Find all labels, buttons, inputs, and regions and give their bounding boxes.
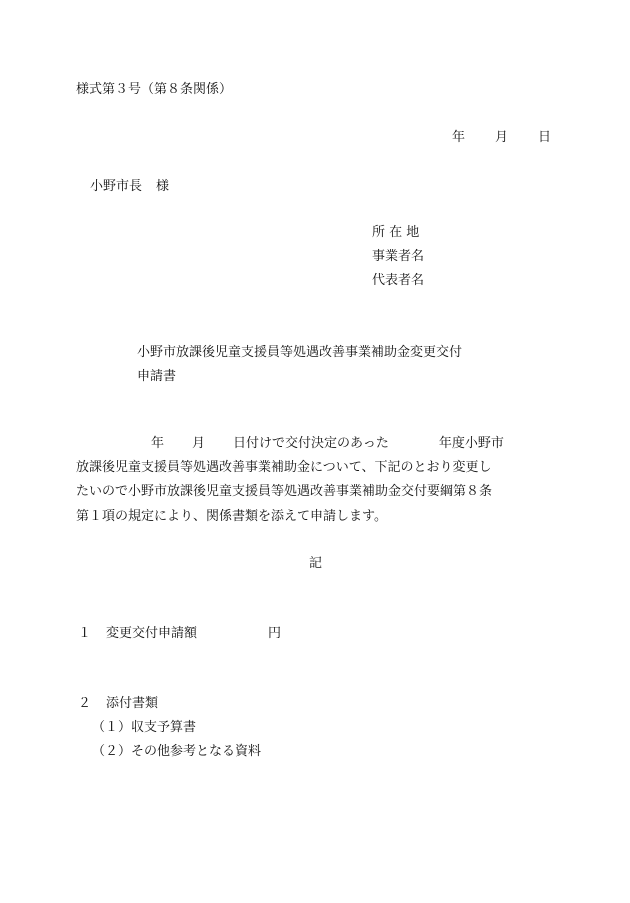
body-line-3: たいので小野市放課後児童支援員等処遇改善事業補助金交付要綱第８条 xyxy=(76,484,493,499)
item-2-label: 添付書類 xyxy=(106,696,159,711)
item-1-number: １ xyxy=(78,626,92,641)
item-1 xyxy=(78,627,281,640)
body-year: 年 xyxy=(151,436,165,451)
body-date-clause: 日付けで交付決定のあった xyxy=(233,436,389,451)
applicant-representative-label: 代表者名 xyxy=(372,273,425,288)
item-1-label: 変更交付申請額 xyxy=(106,626,198,641)
item-1-unit: 円 xyxy=(268,626,282,641)
body-line-1 xyxy=(76,437,554,450)
document-title-line2: 申請書 xyxy=(137,369,177,384)
date-line xyxy=(452,131,551,144)
applicant-business-name-label: 事業者名 xyxy=(372,249,425,264)
date-day: 日 xyxy=(538,130,552,145)
body-fiscal-year: 年度小野市 xyxy=(438,436,504,451)
item-2-subitem-1: （１）収支予算書 xyxy=(92,720,197,735)
item-2 xyxy=(78,697,158,710)
addressee-honorific: 様 xyxy=(156,179,170,194)
item-2-number: ２ xyxy=(78,696,92,711)
item-2-subitem-2: （２）その他参考となる資料 xyxy=(92,744,262,759)
body-month: 月 xyxy=(192,436,206,451)
date-month: 月 xyxy=(495,130,509,145)
addressee xyxy=(90,180,169,193)
form-id: 様式第３号（第８条関係） xyxy=(76,82,233,97)
body-line-4: 第１項の規定により、関係書類を添えて申請します。 xyxy=(76,509,387,524)
applicant-address-label: 所 在 地 xyxy=(372,225,420,240)
body-line-2: 放課後児童支援員等処遇改善事業補助金について、下記のとおり変更し xyxy=(76,460,492,475)
ki-heading: 記 xyxy=(309,556,323,571)
document-title-line1: 小野市放課後児童支援員等処遇改善事業補助金変更交付 xyxy=(137,345,463,360)
date-year: 年 xyxy=(452,130,466,145)
addressee-name: 小野市長 xyxy=(90,179,143,194)
